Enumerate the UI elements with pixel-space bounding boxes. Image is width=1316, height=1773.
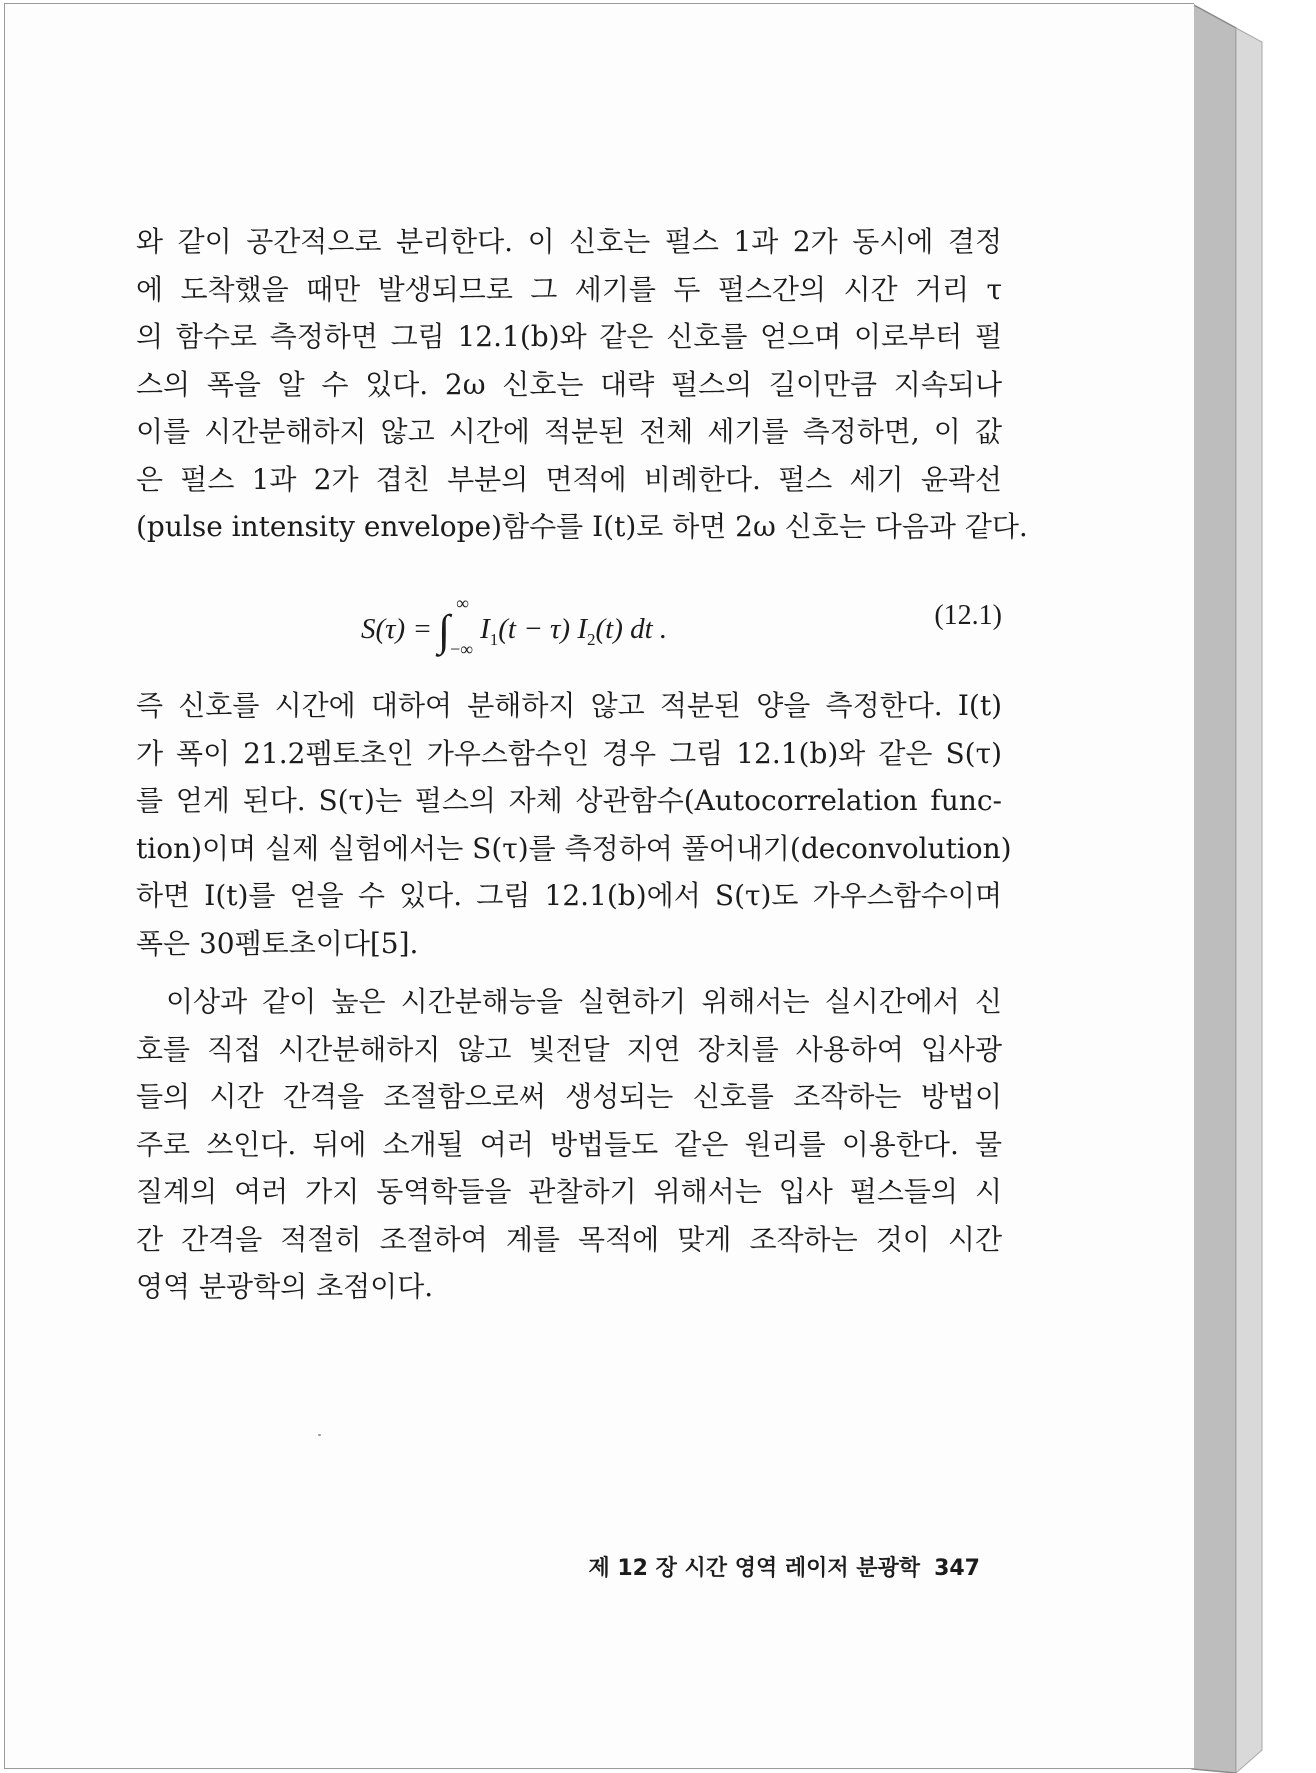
text-line: 와 같이 공간적으로 분리한다. 이 신호는 펄스 1과 2가 동시에 결정 [136, 225, 1002, 258]
text-line: 의 함수로 측정하면 그림 12.1(b)와 같은 신호를 얻으며 이로부터 펄 [136, 320, 1002, 353]
text-line: 폭은 30펨토초이다[5]. [136, 926, 419, 960]
text-line: 하면 I(t)를 얻을 수 있다. 그림 12.1(b)에서 S(τ)도 가우스함수이며 [136, 879, 1002, 912]
text-line: 호를 직접 시간분해하지 않고 빛전달 지연 장치를 사용하여 입사광 [136, 1032, 1002, 1066]
text-line: 은 펄스 1과 2가 겹친 부분의 면적에 비례한다. 펄스 세기 윤곽선 [136, 462, 1002, 496]
argument-1: (t − τ) [498, 613, 571, 645]
paragraph-1 [136, 218, 1028, 551]
integral-sign: ∫ [438, 606, 451, 655]
equation-lhs: S(τ) = [361, 613, 433, 645]
intensity-symbol-2: I [577, 613, 587, 645]
integral-limits [450, 593, 480, 660]
text-line: 이를 시간분해하지 않고 시간에 적분된 전체 세기를 측정하면, 이 값 [136, 415, 1002, 448]
text-line: 영역 분광학의 초점이다. [136, 1270, 434, 1303]
running-footer [570, 1551, 980, 1582]
subscript-2: 2 [587, 629, 596, 649]
lower-limit: −∞ [450, 639, 474, 660]
text-line: (pulse intensity envelope)함수를 I(t)로 하면 2ω 신호는 다음과 같다. [136, 510, 1028, 543]
text-line: tion)이며 실제 실험에서는 S(τ)를 측정하여 풀어내기(deconvolution) [136, 831, 1012, 865]
subscript-1: 1 [489, 629, 499, 649]
paragraph-3 [136, 978, 1002, 1311]
text-line: 간 간격을 적절히 조절하여 계를 목적에 맞게 조작하는 것이 시간 [136, 1222, 1002, 1256]
argument-2: (t) dt . [595, 613, 668, 645]
intensity-symbol-1: I [480, 613, 490, 645]
text-line: 를 얻게 된다. S(τ)는 펄스의 자체 상관함수(Autocorrelation func- [136, 784, 1002, 817]
chapter-title: 제 12 장 시간 영역 레이저 분광학 [588, 1556, 921, 1581]
text-line: 들의 시간 간격을 조절함으로써 생성되는 신호를 조작하는 방법이 [136, 1080, 1002, 1113]
text-line: 질계의 여러 가지 동역학들을 관찰하기 위해서는 입사 펄스들의 시 [136, 1175, 1002, 1208]
text-line: 가 폭이 21.2펨토초인 가우스함수인 경우 그림 12.1(b)와 같은 S(τ) [136, 736, 1002, 770]
page-number: 347 [934, 1556, 980, 1581]
equation-12-1 [136, 586, 1002, 660]
equation-number: (12.1) [934, 600, 1002, 631]
equation-formula [361, 593, 668, 660]
upper-limit: ∞ [456, 593, 469, 614]
text-line: 이상과 같이 높은 시간분해능을 실현하기 위해서는 실시간에서 신 [166, 985, 1002, 1018]
text-line: 스의 폭을 알 수 있다. 2ω 신호는 대략 펄스의 길이만큼 지속되나 [136, 367, 1002, 401]
scan-speck [318, 1434, 321, 1436]
text-line: 주로 쓰인다. 뒤에 소개될 여러 방법들도 같은 원리를 이용한다. 물 [136, 1127, 1002, 1161]
text-line: 즉 신호를 시간에 대하여 분해하지 않고 적분된 양을 측정한다. I(t) [136, 689, 1002, 722]
text-line: 에 도착했을 때만 발생되므로 그 세기를 두 펄스간의 시간 거리 τ [136, 272, 1002, 306]
paragraph-2 [136, 682, 1012, 967]
